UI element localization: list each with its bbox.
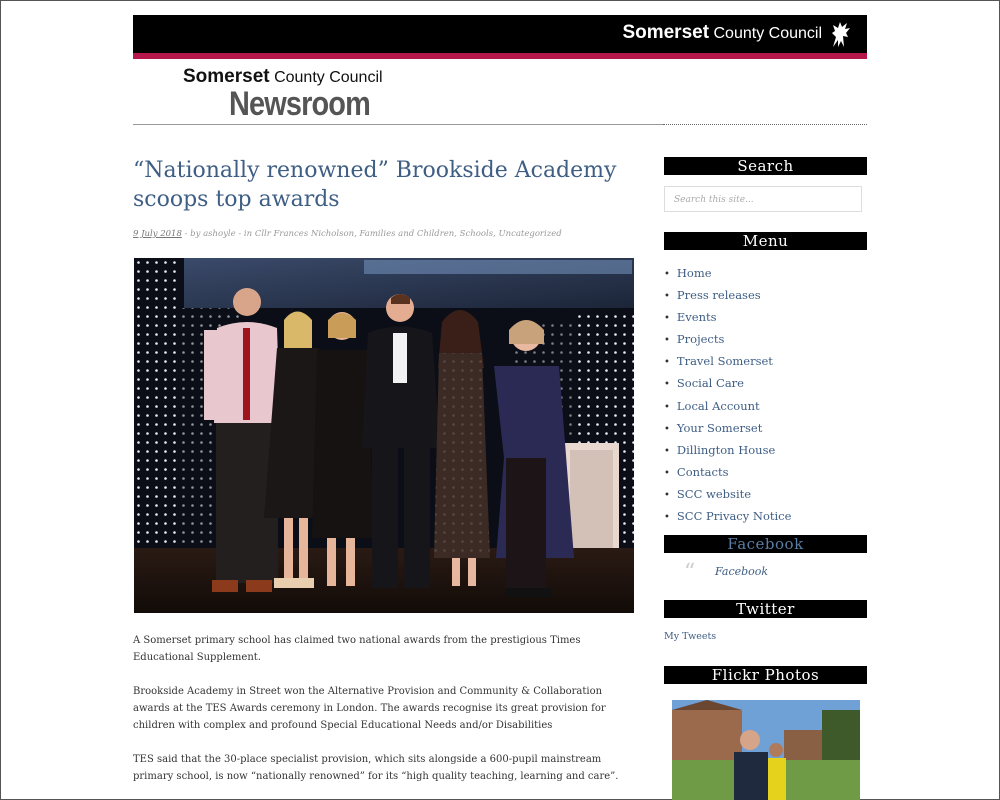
menu-widget-title: Menu	[664, 232, 867, 250]
flickr-photo-image	[672, 700, 860, 800]
facebook-link[interactable]: Facebook	[715, 565, 769, 578]
awards-photo-image	[134, 258, 634, 613]
menu-item-dillington-house[interactable]: • Dillington House	[664, 440, 791, 462]
menu-item-projects[interactable]: • Projects	[664, 329, 791, 351]
article-title[interactable]: “Nationally renowned” Brookside Academy scoops top awards	[133, 158, 617, 212]
menu-item-local-account[interactable]: • Local Account	[664, 396, 791, 418]
article-meta	[133, 229, 562, 239]
quote-icon: “	[684, 560, 696, 585]
twitter-widget-title: Twitter	[664, 600, 867, 618]
menu-item-travel-somerset[interactable]: • Travel Somerset	[664, 351, 791, 373]
article-paragraph-1: A Somerset primary school has claimed two national awards from the prestigious Times Educational Supplement.	[133, 635, 581, 663]
article-paragraph-2: Brookside Academy in Street won the Alternative Provision and Community & Collaboration awards at the TES Awards ceremony in London. The awards recognise its great provision for children with complex and profound Special Educational Needs and/or Disabilities	[133, 686, 606, 731]
newsroom-masthead[interactable]	[183, 66, 395, 123]
banner-accent-stripe	[133, 53, 867, 59]
top-council-name-light: County Council	[713, 25, 822, 42]
menu-item-home[interactable]: • Home	[664, 263, 791, 285]
menu-item-social-care[interactable]: • Social Care	[664, 373, 791, 395]
facebook-widget-title[interactable]: Facebook	[664, 535, 867, 553]
my-tweets-link[interactable]: My Tweets	[664, 631, 717, 642]
top-council-name-bold: Somerset	[622, 22, 710, 43]
menu-item-scc-privacy-notice[interactable]: • SCC Privacy Notice	[664, 506, 791, 528]
search-input[interactable]: Search this site...	[664, 186, 862, 212]
menu-item-scc-website[interactable]: • SCC website	[664, 484, 791, 506]
search-widget-title: Search	[664, 157, 867, 175]
top-banner	[133, 15, 867, 53]
article-paragraph-3: TES said that the 30-place specialist provision, which sits alongside a 600-pupil mainstream primary school, is now “nationally renowned” for its “high quality teaching, learning and care”.	[133, 754, 619, 782]
article-byline: - by ashoyle - in Cllr Frances Nicholson, Families and Children, Schools, Uncategorized	[181, 229, 562, 239]
sidebar-menu	[664, 263, 791, 528]
flickr-widget-title: Flickr Photos	[664, 666, 867, 684]
header-divider-dotted	[663, 124, 867, 125]
masthead-council-light: County Council	[274, 69, 383, 86]
menu-item-your-somerset[interactable]: • Your Somerset	[664, 418, 791, 440]
masthead-title: Newsroom	[229, 85, 370, 123]
masthead-council-bold: Somerset	[183, 66, 270, 87]
article-photo	[134, 258, 634, 613]
article-body	[133, 632, 638, 800]
menu-item-contacts[interactable]: • Contacts	[664, 462, 791, 484]
wyvern-logo-icon	[827, 19, 853, 49]
menu-item-press-releases[interactable]: • Press releases	[664, 285, 791, 307]
flickr-photo-thumbnail[interactable]	[672, 700, 860, 800]
header-divider	[133, 124, 663, 125]
article-date-link[interactable]: 9 July 2018	[133, 229, 182, 239]
top-council-logo-text[interactable]	[622, 22, 822, 44]
menu-item-events[interactable]: • Events	[664, 307, 791, 329]
